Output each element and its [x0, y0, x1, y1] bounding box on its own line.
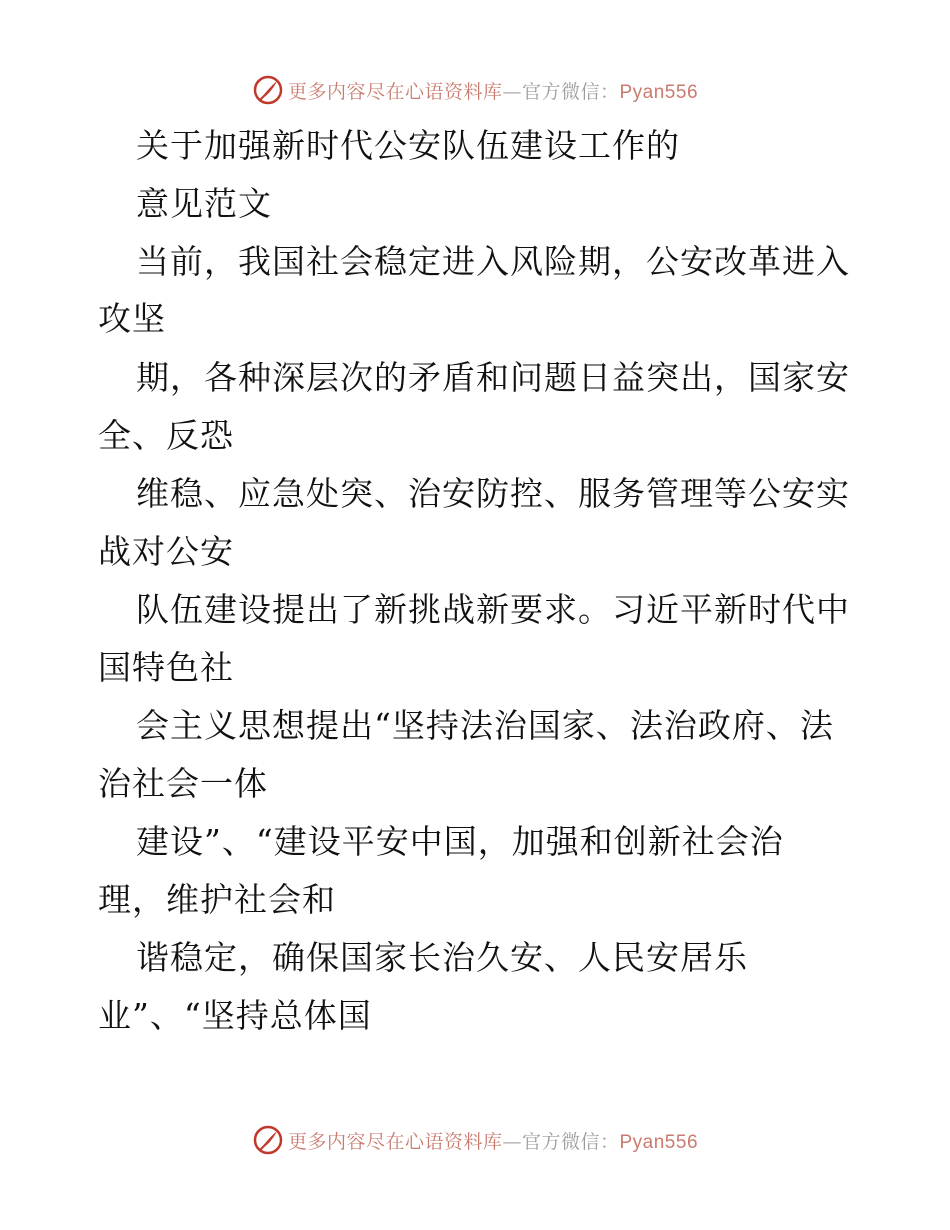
paragraph-line: 业”、“坚持总体国: [98, 996, 372, 1035]
watermark-wechat-id: Pyan556: [619, 1131, 699, 1153]
watermark-text: [288, 77, 698, 104]
watermark-wechat-label: 官方微信：: [521, 80, 620, 103]
paragraph-line: 国特色社: [98, 648, 234, 687]
paragraph-line: 攻坚: [98, 299, 166, 338]
paragraph-line: 当前，我国社会稳定进入风险期，公安改革进入: [136, 242, 850, 281]
watermark-wechat-id: Pyan556: [619, 81, 699, 103]
feather-pen-logo-icon: [252, 74, 284, 106]
watermark-site-text: 更多内容尽在心语资料库: [287, 1130, 503, 1153]
watermark-footer: [0, 1120, 950, 1160]
watermark-dash: —: [502, 80, 522, 103]
watermark-dash: —: [502, 1130, 522, 1153]
paragraph-line: 谐稳定，确保国家长治久安、人民安居乐: [136, 938, 748, 977]
paragraph-line: 建设”、“建设平安中国，加强和创新社会治: [136, 822, 784, 861]
paragraph-line: 维稳、应急处突、治安防控、服务管理等公安实: [136, 474, 850, 513]
paragraph-line: 会主义思想提出“坚持法治国家、法治政府、法: [136, 706, 834, 745]
paragraph-line: 战对公安: [98, 532, 234, 571]
paragraph-line: 理，维护社会和: [98, 880, 336, 919]
watermark-site-text: 更多内容尽在心语资料库: [287, 80, 503, 103]
watermark-wechat-label: 官方微信：: [521, 1130, 620, 1153]
paragraph-line: 治社会一体: [98, 764, 268, 803]
paragraph-line: 队伍建设提出了新挑战新要求。习近平新时代中: [136, 590, 850, 629]
paragraph-line: 全、反恐: [98, 416, 234, 455]
paragraph-line: 期，各种深层次的矛盾和问题日益突出，国家安: [136, 358, 850, 397]
document-title-line: 意见范文: [136, 184, 272, 223]
feather-pen-logo-icon: [252, 1124, 284, 1156]
watermark-text: [288, 1127, 698, 1154]
watermark-header: [0, 70, 950, 110]
document-title-line: 关于加强新时代公安队伍建设工作的: [136, 126, 680, 165]
